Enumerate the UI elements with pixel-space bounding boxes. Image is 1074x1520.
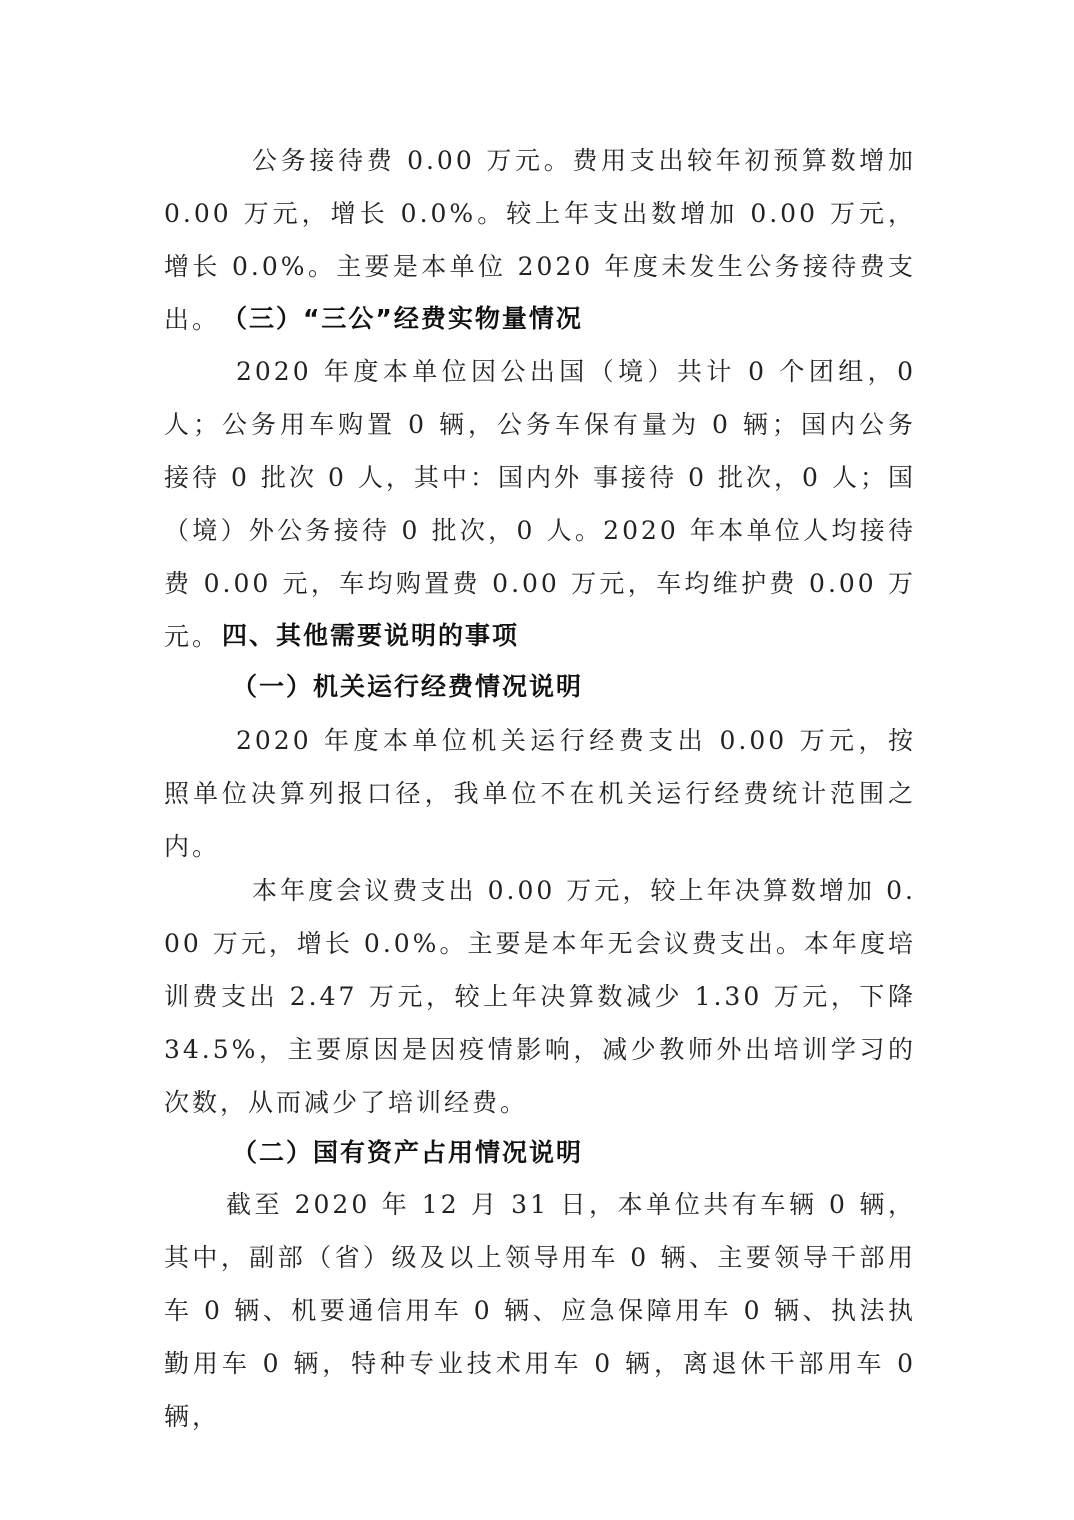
paragraph-operating-funds: 2020 年度本单位机关运行经费支出 0.00 万元，按照单位决算列报口径，我单位不在机关运行经费统计范围之内。: [164, 726, 916, 861]
heading-other-matters: 四、其他需要说明的事项: [222, 621, 520, 650]
paragraph-reception-fee: 公务接待费 0.00 万元。费用支出较年初预算数增加 0.00 万元，增长 0.0%。较上年支出数增加 0.00 万元，增长 0.0%。主要是本单位 2020 年度未发生公务接待费支出。: [164, 146, 916, 334]
paragraph-three-public-quantities: 2020 年度本单位因公出国（境）共计 0 个团组，0 人；公务用车购置 0 辆，公务车保有量为 0 辆；国内公务接待 0 批次 0 人，其中：国内外 事接待 0 批次，0 人；国（境）外公务接待 0 批次，0 人。2020 年本单位人均接待费 0.00 元，车均购置费 0.00 万元，车均维护费 0.00 万元。: [164, 357, 916, 651]
paragraph-vehicles: 截至 2020 年 12 月 31 日，本单位共有车辆 0 辆，其中，副部（省）级及以上领导用车 0 辆、主要领导干部用车 0 辆、机要通信用车 0 辆、应急保障用车 0 辆、执法执勤用车 0 辆，特种专业技术用车 0 辆，离退休干部用车 0 辆，: [164, 1190, 916, 1431]
heading-agency-operating-funds: （一）机关运行经费情况说明: [232, 672, 584, 701]
heading-state-assets: （二）国有资产占用情况说明: [232, 1138, 584, 1167]
paragraph-meeting-training-fees: 本年度会议费支出 0.00 万元，较上年决算数增加 0.00 万元，增长 0.0%。主要是本年无会议费支出。本年度培训费支出 2.47 万元，较上年决算数减少 1.30 万元，下降 34.5%，主要原因是因疫情影响，减少教师外出培训学习的次数，从而减少了培训经费。: [164, 876, 916, 1117]
heading-three-public-physical: （三）“三公”经费实物量情况: [222, 304, 583, 333]
